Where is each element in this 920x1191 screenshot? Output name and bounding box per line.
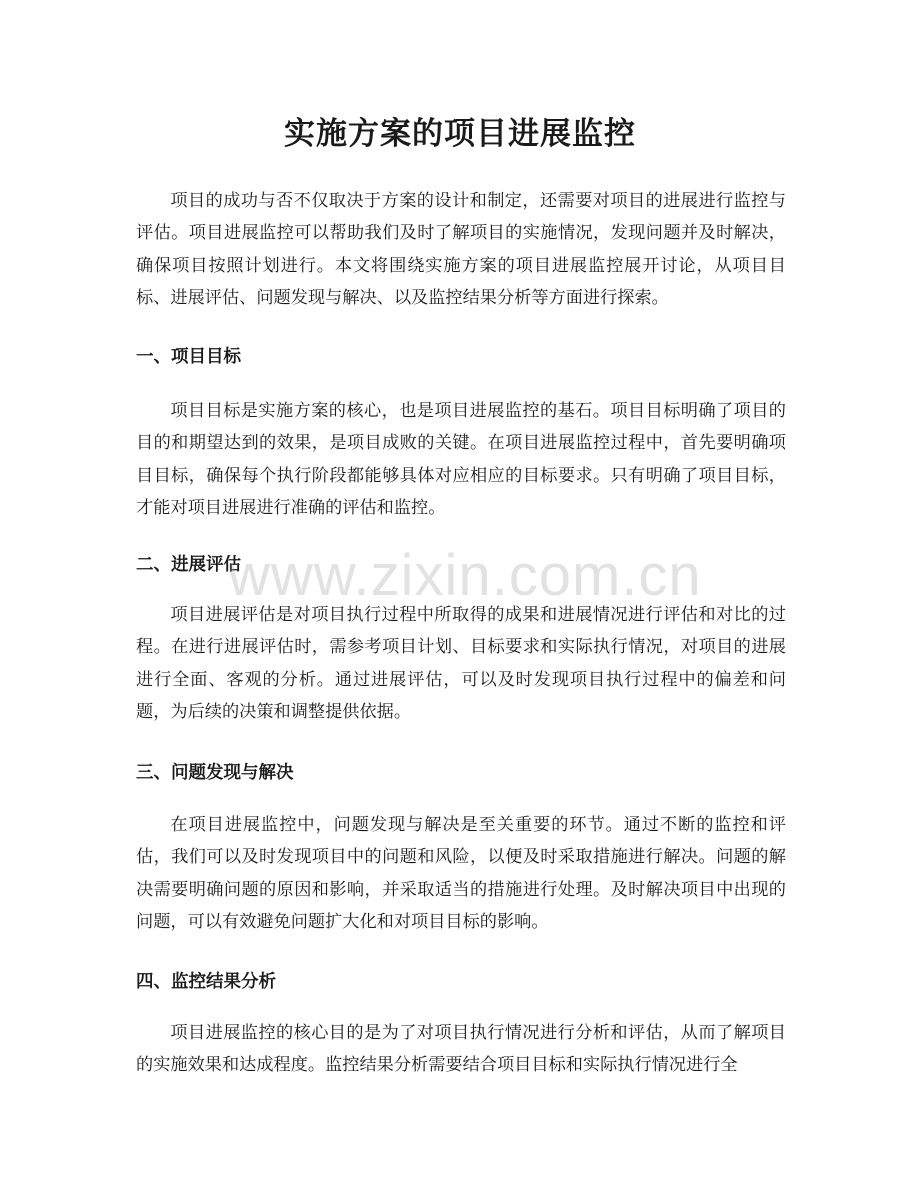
section-body-analysis: 项目进展监控的核心目的是为了对项目执行情况进行分析和评估，从而了解项目的实施效果和达成程度。监控结果分析需要结合项目目标和实际执行情况进行全 bbox=[136, 1023, 786, 1076]
section-body-goals: 项目目标是实施方案的核心，也是项目进展监控的基石。项目目标明确了项目的目的和期望达到的效果，是项目成败的关键。在项目进展监控过程中，首先要明确项目目标，确保每个执行阶段都能够具体对应相应的目标要求。只有明确了项目目标，才能对项目进展进行准确的评估和监控。 bbox=[136, 401, 786, 518]
section-body-problems: 在项目进展监控中，问题发现与解决是至关重要的环节。通过不断的监控和评估，我们可以及时发现项目中的问题和风险，以便及时采取措施进行解决。问题的解决需要明确问题的原因和影响，并采取适当的措施进行处理。及时解决项目中出现的问题，可以有效避免问题扩大化和对项目目标的影响。 bbox=[136, 815, 786, 932]
section-heading-goals: 一、项目目标 bbox=[136, 347, 241, 367]
intro-paragraph: 项目的成功与否不仅取决于方案的设计和制定，还需要对项目的进展进行监控与评估。项目进展监控可以帮助我们及时了解项目的实施情况，发现问题并及时解决，确保项目按照计划进行。本文将围绕实施方案的项目进展监控展开讨论，从项目目标、进展评估、问题发现与解决、以及监控结果分析等方面进行探索。 bbox=[136, 191, 786, 308]
document-title: 实施方案的项目进展监控 bbox=[284, 116, 636, 152]
section-heading-evaluation: 二、进展评估 bbox=[136, 555, 241, 575]
watermark: www.zixin.com.cn bbox=[228, 543, 702, 608]
section-heading-analysis: 四、监控结果分析 bbox=[136, 972, 276, 992]
section-body-evaluation: 项目进展评估是对项目执行过程中所取得的成果和进展情况进行评估和对比的过程。在进行进展评估时，需参考项目计划、目标要求和实际执行情况，对项目的进展进行全面、客观的分析。通过进展评估，可以及时发现项目执行过程中的偏差和问题，为后续的决策和调整提供依据。 bbox=[136, 605, 786, 722]
section-heading-problems: 三、问题发现与解决 bbox=[136, 763, 294, 783]
